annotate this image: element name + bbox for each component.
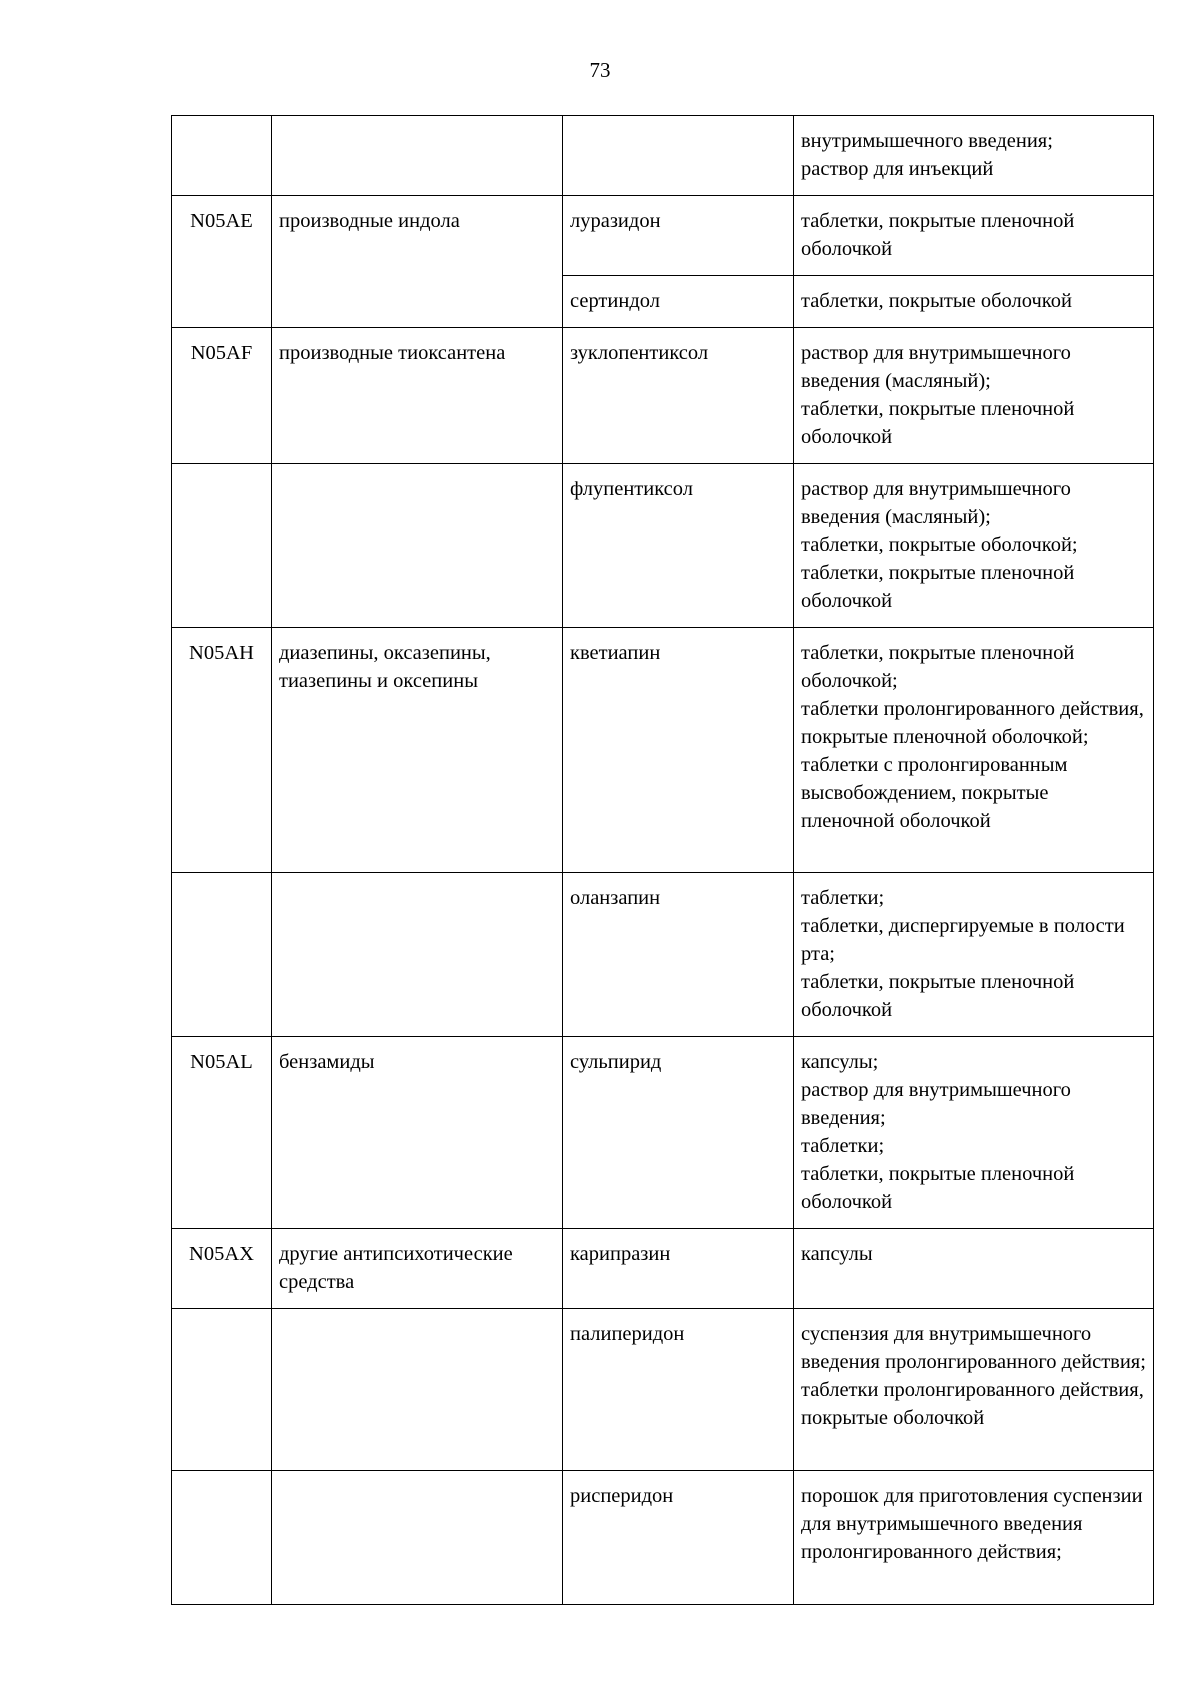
drug-cell: кветиапин [563,628,794,873]
group-cell: другие антипсихотические средства [272,1229,563,1309]
dosage-form-cell: суспензия для внутримышечного введения пролонгированного действия; таблетки пролонгированного действия, покрытые оболочкой [794,1309,1154,1471]
table-row [172,628,1154,873]
dosage-form-cell: таблетки, покрытые пленочной оболочкой; таблетки пролонгированного действия, покрытые пленочной оболочкой; таблетки с пролонгированным высвобождением, покрытые пленочной оболочкой [794,628,1154,873]
drug-cell [563,116,794,196]
dosage-form-cell: таблетки; таблетки, диспергируемые в полости рта; таблетки, покрытые пленочной оболочкой [794,873,1154,1037]
group-cell [272,464,563,628]
atc-code-cell: N05AE [172,196,272,328]
atc-code-cell: N05AF [172,328,272,464]
atc-code-cell [172,464,272,628]
group-cell [272,1309,563,1471]
dosage-form-cell: таблетки, покрытые оболочкой [794,276,1154,328]
group-cell: бензамиды [272,1037,563,1229]
dosage-form-cell: раствор для внутримышечного введения (масляный); таблетки, покрытые оболочкой; таблетки, покрытые пленочной оболочкой [794,464,1154,628]
table-row [172,1309,1154,1471]
dosage-form-cell: капсулы [794,1229,1154,1309]
drug-cell: сульпирид [563,1037,794,1229]
dosage-form-cell: таблетки, покрытые пленочной оболочкой [794,196,1154,276]
atc-code-cell: N05AL [172,1037,272,1229]
atc-code-cell: N05AX [172,1229,272,1309]
drug-cell: сертиндол [563,276,794,328]
atc-code-cell [172,873,272,1037]
drug-cell: зуклопентиксол [563,328,794,464]
table-row [172,328,1154,464]
table-row [172,1471,1154,1605]
drug-cell: палиперидон [563,1309,794,1471]
atc-code-cell [172,116,272,196]
drug-cell: карипразин [563,1229,794,1309]
group-cell: диазепины, оксазепины, тиазепины и оксепины [272,628,563,873]
drug-cell: флупентиксол [563,464,794,628]
group-cell [272,873,563,1037]
drug-cell: оланзапин [563,873,794,1037]
table-row [172,464,1154,628]
table-row [172,116,1154,196]
group-cell [272,1471,563,1605]
table-row [172,873,1154,1037]
drug-cell: рисперидон [563,1471,794,1605]
drug-cell: луразидон [563,196,794,276]
table-row [172,1229,1154,1309]
drug-table [171,115,1154,1605]
dosage-form-cell: внутримышечного введения; раствор для инъекций [794,116,1154,196]
group-cell [272,116,563,196]
dosage-form-cell: порошок для приготовления суспензии для внутримышечного введения пролонгированного действия; [794,1471,1154,1605]
dosage-form-cell: капсулы; раствор для внутримышечного введения; таблетки; таблетки, покрытые пленочной оболочкой [794,1037,1154,1229]
page-number: 73 [589,58,611,82]
atc-code-cell [172,1309,272,1471]
group-cell: производные тиоксантена [272,328,563,464]
atc-code-cell: N05AH [172,628,272,873]
dosage-form-cell: раствор для внутримышечного введения (масляный); таблетки, покрытые пленочной оболочкой [794,328,1154,464]
atc-code-cell [172,1471,272,1605]
table-row [172,1037,1154,1229]
group-cell: производные индола [272,196,563,328]
table-row [172,196,1154,276]
